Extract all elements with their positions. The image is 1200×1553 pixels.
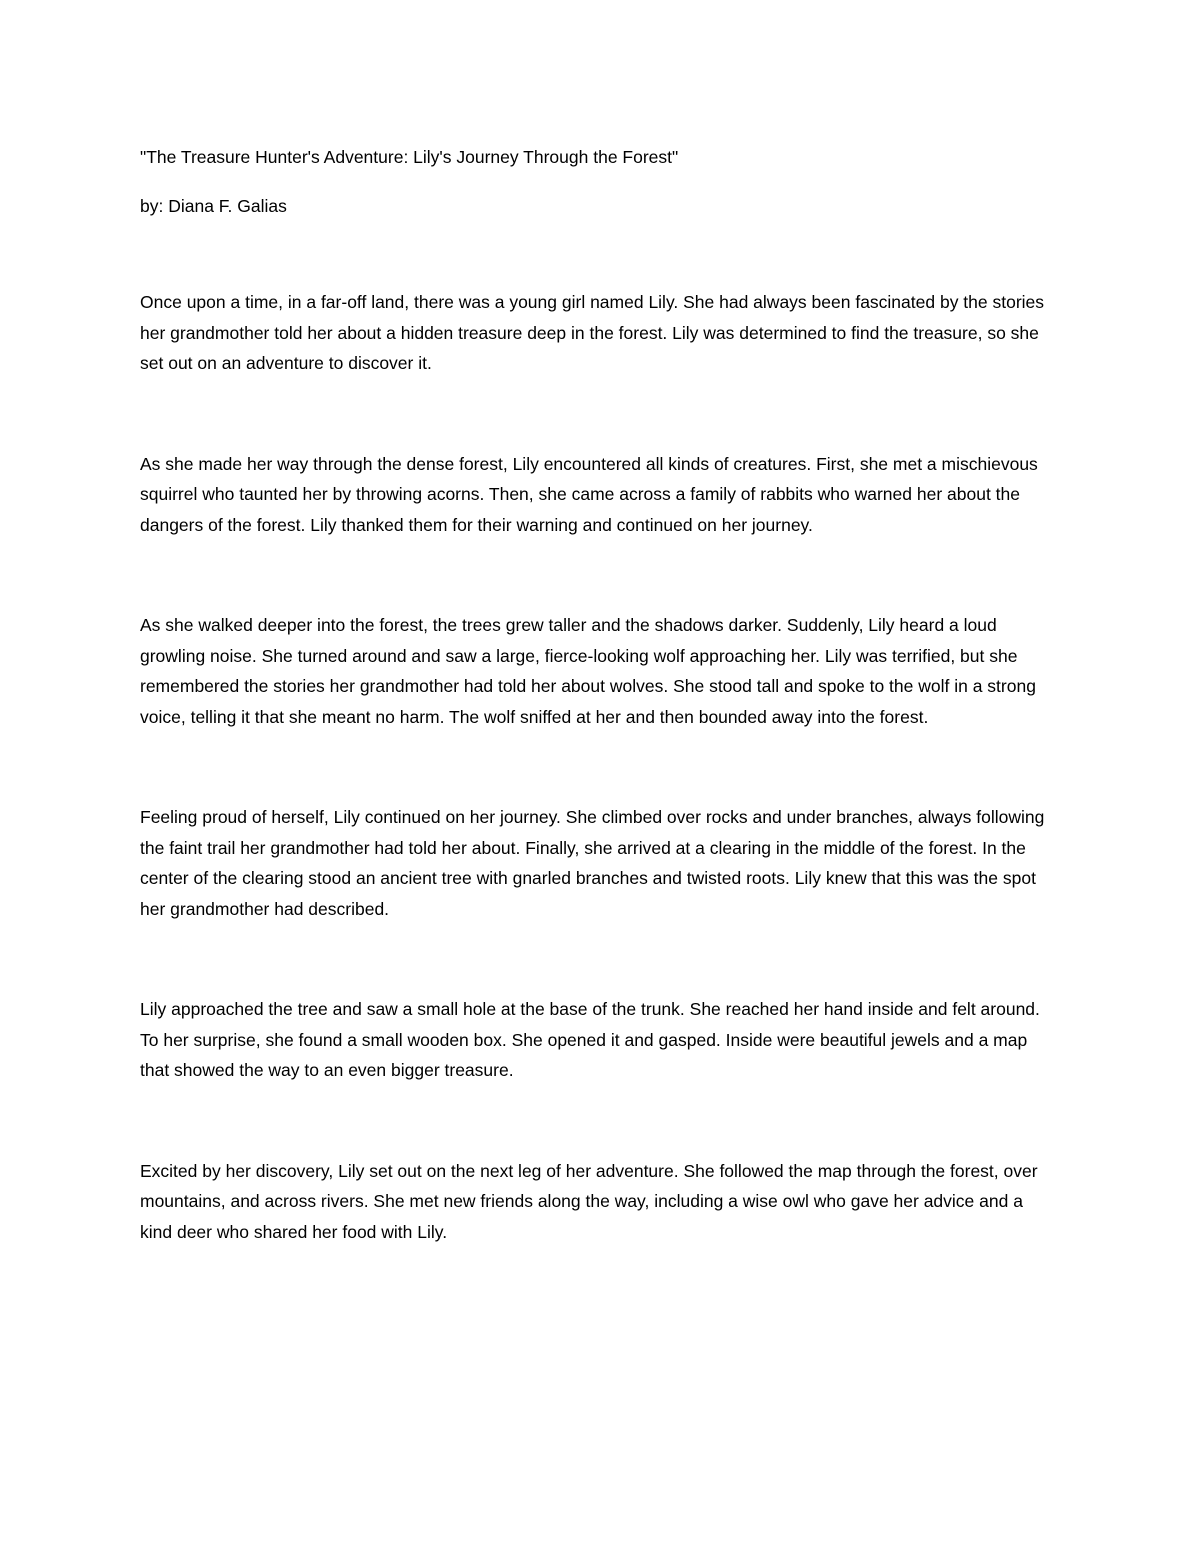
story-body xyxy=(140,287,1055,1247)
document-content xyxy=(140,142,1055,1317)
story-title: "The Treasure Hunter's Adventure: Lily's Journey Through the Forest" xyxy=(140,147,679,167)
story-paragraph: Excited by her discovery, Lily set out on the next leg of her adventure. She followed the map through the forest, over mountains, and across rivers. She met new friends along the way, including a wise owl who gave her advice and a kind deer who shared her food with Lily. xyxy=(140,1160,1038,1242)
story-author: by: Diana F. Galias xyxy=(140,195,287,216)
story-paragraph: As she made her way through the dense forest, Lily encountered all kinds of creatures. First, she met a mischievous squirrel who taunted her by throwing acorns. Then, she came across a family of rabbits who warned her about the dangers of the forest. Lily thanked them for their warning and continued on her journey. xyxy=(140,453,1038,535)
story-paragraph: Once upon a time, in a far-off land, there was a young girl named Lily. She had always been fascinated by the stories her grandmother told her about a hidden treasure deep in the forest. Lily was determined to find the treasure, so she set out on an adventure to discover it. xyxy=(140,292,1045,373)
story-paragraph: Feeling proud of herself, Lily continued on her journey. She climbed over rocks and under branches, always following the faint trail her grandmother had told her about. Finally, she arrived at a clearing in the middle of the forest. In the center of the clearing stood an ancient tree with gnarled branches and twisted roots. Lily knew that this was the spot her grandmother had described. xyxy=(140,807,1045,919)
story-paragraph: As she walked deeper into the forest, the trees grew taller and the shadows darker. Suddenly, Lily heard a loud growling noise. She turned around and saw a large, fierce-looking wolf approaching her. Lily was terrified, but she remembered the stories her grandmother had told her about wolves. She stood tall and spoke to the wolf in a strong voice, telling it that she meant no harm. The wolf sniffed at her and then bounded away into the forest. xyxy=(140,615,1036,727)
story-paragraph: Lily approached the tree and saw a small hole at the base of the trunk. She reached her hand inside and felt around. To her surprise, she found a small wooden box. She opened it and gasped. Inside were beautiful jewels and a map that showed the way to an even bigger treasure. xyxy=(140,999,1040,1080)
